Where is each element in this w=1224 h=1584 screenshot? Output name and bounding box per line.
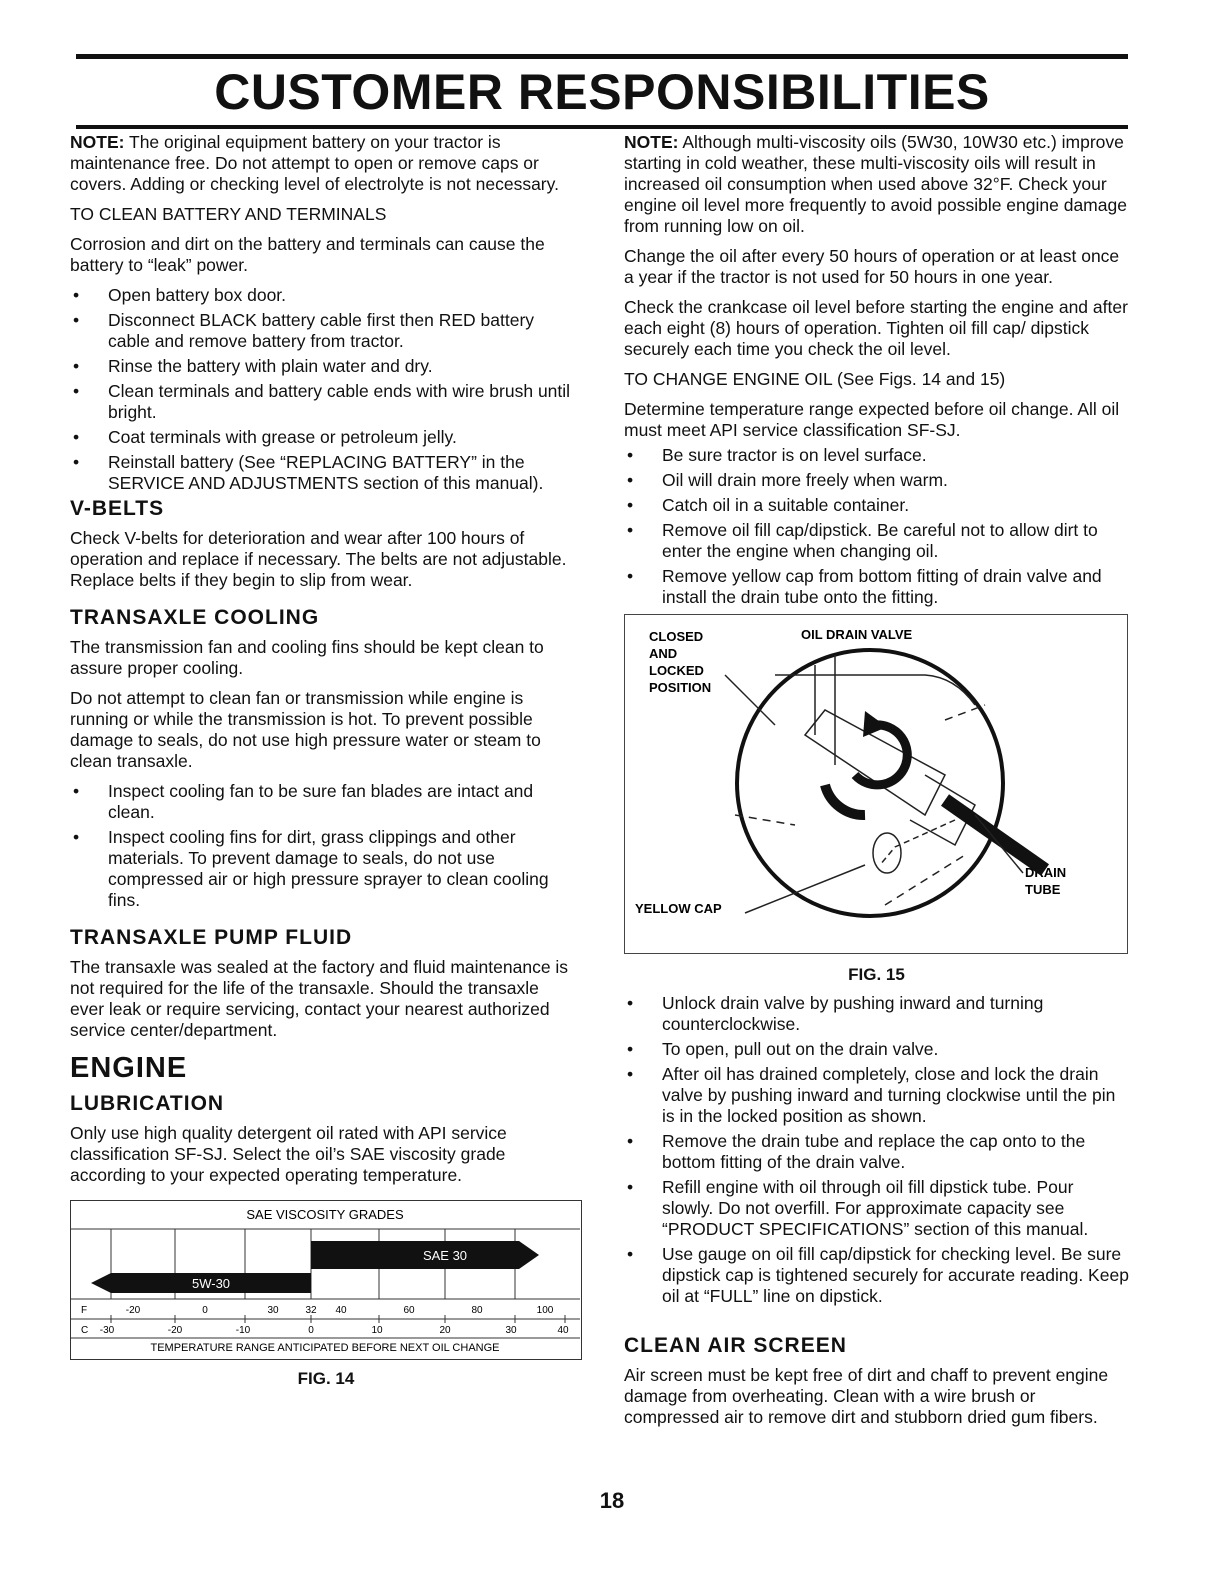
f-tick: 0 <box>202 1305 208 1316</box>
battery-steps <box>70 285 576 494</box>
c-tick: 40 <box>557 1325 569 1336</box>
clean-battery-text: Corrosion and dirt on the battery and terminals can cause the battery to “leak” power. <box>70 234 545 275</box>
air-screen-heading: CLEAN AIR SCREEN <box>624 1334 847 1357</box>
yellow-cap <box>873 833 901 873</box>
list-item: • Coat terminals with grease or petroleum jelly. <box>70 427 576 448</box>
list-item: • Remove the drain tube and replace the cap onto to the bottom fitting of the drain valve. <box>624 1131 1129 1173</box>
5w30-label: 5W-30 <box>191 1276 231 1291</box>
viscosity-chart <box>70 1200 582 1360</box>
c-tick: -30 <box>99 1325 115 1336</box>
oil-drain-valve-label: OIL DRAIN VALVE <box>801 627 913 642</box>
cooling-steps <box>70 781 576 911</box>
c-label: C <box>81 1325 89 1336</box>
sae30-label: SAE 30 <box>422 1248 468 1263</box>
drain-tube-label <box>1025 865 1066 897</box>
list-item: • To open, pull out on the drain valve. <box>624 1039 1129 1060</box>
list-item: • Refill engine with oil through oil fill dipstick tube. Pour slowly. Do not overfill. For approximate capacity see “PRODUCT SPECIFICATIONS” section of this manual. <box>624 1177 1129 1240</box>
left-column <box>70 132 576 1389</box>
label-line: DRAIN <box>1025 865 1067 880</box>
list-item: • Rinse the battery with plain water and dry. <box>70 356 576 377</box>
list-item: • Be sure tractor is on level surface. <box>624 445 1129 466</box>
yellow-cap-label: YELLOW CAP <box>635 901 722 916</box>
pump-fluid-text: The transaxle was sealed at the factory and fluid maintenance is not required for the life of the transaxle. Should the transaxle ever leak or require servicing, contact your nearest authorized service center/department. <box>70 957 569 1040</box>
clean-battery-heading: TO CLEAN BATTERY AND TERMINALS <box>70 204 387 224</box>
cap-tether <box>880 820 955 865</box>
engine-heading: ENGINE <box>70 1052 188 1084</box>
cap-pointer-line <box>745 865 865 913</box>
f-tick: 100 <box>536 1305 554 1316</box>
list-item: • Use gauge on oil fill cap/dipstick for checking level. Be sure dipstick cap is tightened securely for accurate reading. Keep oil at “FULL” line on dipstick. <box>624 1244 1129 1307</box>
list-item: • Catch oil in a suitable container. <box>624 495 1129 516</box>
viscosity-chart-title: SAE VISCOSITY GRADES <box>246 1207 404 1222</box>
page-title: CUSTOMER RESPONSIBILITIES <box>214 64 990 120</box>
c-tick: 20 <box>439 1325 451 1336</box>
c-tick: -10 <box>235 1325 251 1336</box>
f-tick: 30 <box>267 1305 279 1316</box>
label-line: CLOSED <box>649 629 704 644</box>
label-line: TUBE <box>1025 882 1061 897</box>
engine-outline <box>775 675 975 705</box>
vbelts-heading: V-BELTS <box>70 497 165 520</box>
c-tick: 30 <box>505 1325 517 1336</box>
oil-drain-figure <box>624 614 1128 954</box>
air-screen-text: Air screen must be kept free of dirt and chaff to prevent engine damage from overheating. Clean with a wire brush or compressed air to remove dirt and stubborn dried gum fibers. <box>624 1365 1109 1427</box>
rotation-arrow <box>855 725 907 785</box>
rotation-arrow-lower <box>825 785 865 815</box>
chart-footer: TEMPERATURE RANGE ANTICIPATED BEFORE NEXT OIL CHANGE <box>150 1342 500 1354</box>
change-interval: Change the oil after every 50 hours of operation or at least once a year if the tractor is not used for 50 hours in one year. <box>624 246 1120 287</box>
f-tick: 60 <box>403 1305 415 1316</box>
closed-position-label <box>649 629 711 695</box>
change-oil-intro: Determine temperature range expected before oil change. All oil must meet API service classification SF-SJ. <box>624 399 1120 440</box>
right-column <box>624 132 1129 1437</box>
list-item: • Reinstall battery (See “REPLACING BATTERY” in the SERVICE AND ADJUSTMENTS section of this manual). <box>70 452 576 494</box>
label-line: LOCKED <box>649 663 704 678</box>
f-ticks <box>126 1305 554 1316</box>
transaxle-cooling-p1: The transmission fan and cooling fins should be kept clean to assure proper cooling. <box>70 637 544 678</box>
transaxle-cooling-p2: Do not attempt to clean fan or transmission while engine is running or while the transmission is hot. To prevent possible damage to seals, do not use high pressure water or steam to clean transaxle. <box>70 688 541 771</box>
top-rule <box>76 54 1128 59</box>
fig14-caption: FIG. 14 <box>297 1369 355 1388</box>
viscosity-chart-svg <box>71 1201 580 1358</box>
check-level: Check the crankcase oil level before starting the engine and after each eight (8) hours of operation. Tighten oil fill cap/ dipstick securely each time you check the oil level. <box>624 297 1128 359</box>
battery-note: NOTE: The original equipment battery on your tractor is maintenance free. Do not attempt to open or remove caps or covers. Adding or checking level of electrolyte is not necessary. <box>70 132 559 194</box>
page-number: 18 <box>599 1488 625 1513</box>
f-tick: -20 <box>125 1305 141 1316</box>
list-item: • Remove oil fill cap/dipstick. Be careful not to allow dirt to enter the engine when changing oil. <box>624 520 1129 562</box>
vbelts-text: Check V-belts for deterioration and wear after 100 hours of operation and replace if necessary. The belts are not adjustable. Replace belts if they begin to slip from wear. <box>70 528 567 590</box>
drain-steps <box>624 993 1129 1307</box>
transaxle-cooling-heading: TRANSAXLE COOLING <box>70 606 320 629</box>
list-item: • Clean terminals and battery cable ends with wire brush until bright. <box>70 381 576 423</box>
list-item: • Oil will drain more freely when warm. <box>624 470 1129 491</box>
list-item: • Inspect cooling fan to be sure fan blades are intact and clean. <box>70 781 576 823</box>
list-item: • Unlock drain valve by pushing inward and turning counterclockwise. <box>624 993 1129 1035</box>
list-item: • Remove yellow cap from bottom fitting of drain valve and install the drain tube onto the fitting. <box>624 566 1129 608</box>
f-label: F <box>81 1305 88 1316</box>
title-rule <box>76 125 1128 129</box>
fig15-caption: FIG. 15 <box>848 965 905 984</box>
list-item: • Inspect cooling fins for dirt, grass clippings and other materials. To prevent damage to seals, do not use compressed air or high pressure sprayer to clean cooling fins. <box>70 827 576 911</box>
label-line: AND <box>649 646 678 661</box>
c-tick: 0 <box>308 1325 314 1336</box>
lubrication-text: Only use high quality detergent oil rated with API service classification SF-SJ. Select the oil’s SAE viscosity grade according to your expected operating temperature. <box>70 1123 507 1185</box>
list-item: • Open battery box door. <box>70 285 576 306</box>
change-oil-heading: TO CHANGE ENGINE OIL (See Figs. 14 and 15) <box>624 369 1006 389</box>
oil-note: NOTE: Although multi-viscosity oils (5W30, 10W30 etc.) improve starting in cold weather, these multi-viscosity oils will result in increased oil consumption when used above 32°F. Check your engine oil level more frequently to avoid possible engine damage from running low on oil. <box>624 132 1127 236</box>
oil-drain-illustration <box>625 615 1126 952</box>
c-tick: 10 <box>371 1325 383 1336</box>
label-line: POSITION <box>649 680 712 695</box>
c-ticks <box>100 1325 569 1336</box>
list-item: • After oil has drained completely, close and lock the drain valve by pushing inward and turning clockwise until the pin is in the locked position as shown. <box>624 1064 1129 1127</box>
f-tick: 32 <box>305 1305 317 1316</box>
f-tick: 80 <box>471 1305 483 1316</box>
f-tick: 40 <box>335 1305 347 1316</box>
change-steps <box>624 445 1129 608</box>
lubrication-heading: LUBRICATION <box>70 1092 225 1115</box>
list-item: • Disconnect BLACK battery cable first then RED battery cable and remove battery from tractor. <box>70 310 576 352</box>
c-tick: -20 <box>167 1325 183 1336</box>
pump-fluid-heading: TRANSAXLE PUMP FLUID <box>70 926 353 949</box>
